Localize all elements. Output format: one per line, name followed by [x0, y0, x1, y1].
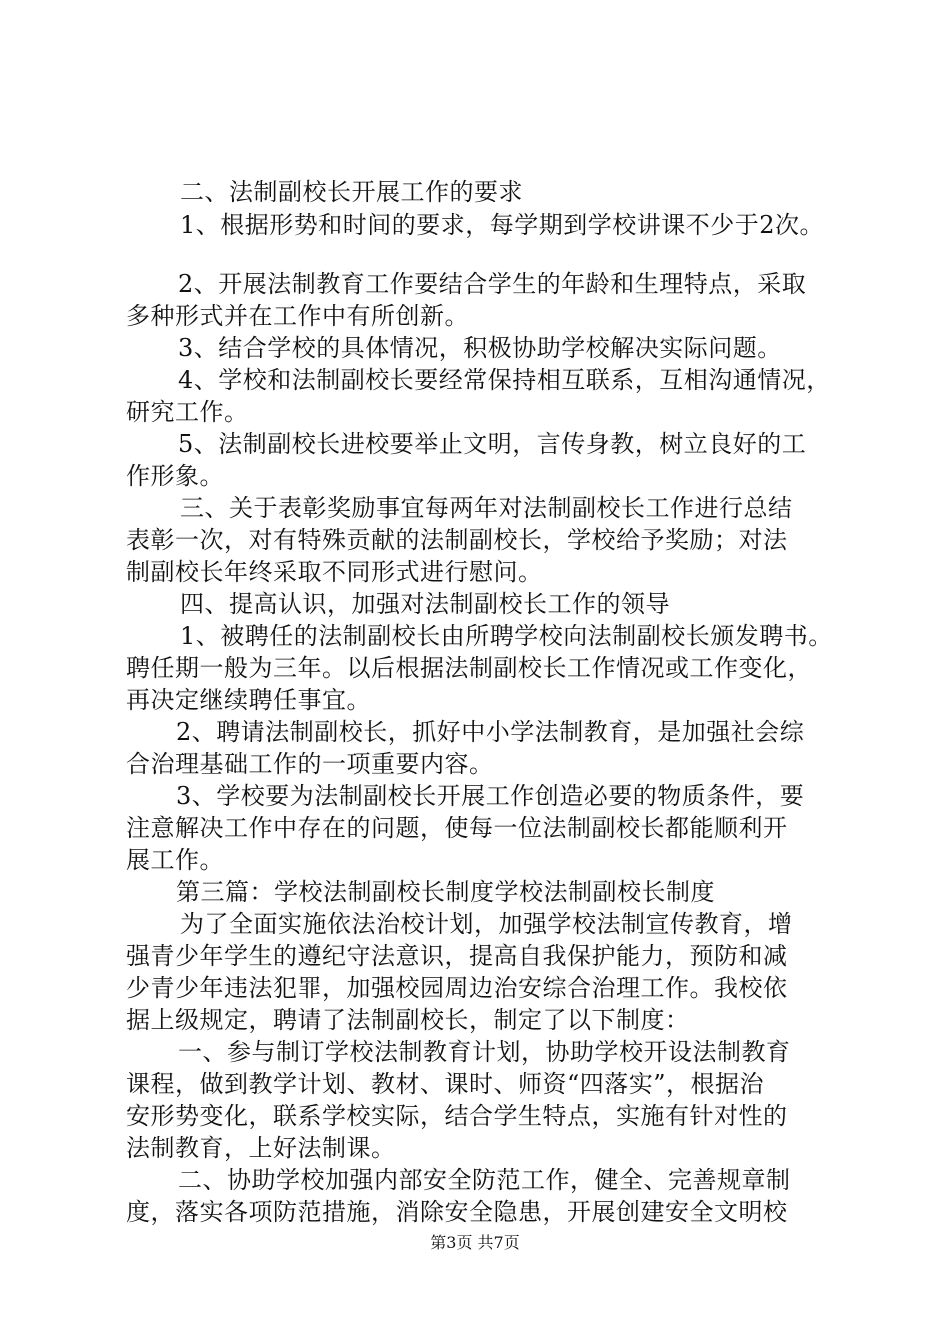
text-line: 一、参与制订学校法制教育计划，协助学校开设法制教育	[178, 1038, 791, 1066]
text-line: 2、聘请法制副校长，抓好中小学法制教育，是加强社会综	[176, 718, 805, 746]
text-line: 1、根据形势和时间的要求，每学期到学校讲课不少于2次。	[180, 211, 825, 239]
page-footer: 第3页 共7页	[430, 1233, 520, 1252]
text-line: 据上级规定，聘请了法制副校长，制定了以下制度：	[126, 1006, 690, 1034]
text-line: 研究工作。	[126, 398, 249, 426]
text-line: 少青少年违法犯罪，加强校园周边治安综合治理工作。我校依	[126, 974, 788, 1002]
text-line: 强青少年学生的遵纪守法意识，提高自我保护能力，预防和减	[126, 942, 788, 970]
text-line: 制副校长年终采取不同形式进行慰问。	[126, 558, 543, 586]
text-line: 三、关于表彰奖励事宜每两年对法制副校长工作进行总结	[180, 494, 793, 522]
text-line: 二、法制副校长开展工作的要求	[180, 178, 523, 206]
text-line: 安形势变化，联系学校实际，结合学生特点，实施有针对性的	[126, 1102, 788, 1130]
text-line: 多种形式并在工作中有所创新。	[126, 302, 469, 330]
text-line: 4、学校和法制副校长要经常保持相互联系，互相沟通情况，	[178, 366, 831, 394]
text-line: 3、学校要为法制副校长开展工作创造必要的物质条件，要	[176, 782, 805, 810]
text-line: 注意解决工作中存在的问题，使每一位法制副校长都能顺利开	[126, 814, 788, 842]
text-line: 合治理基础工作的一项重要内容。	[126, 750, 494, 778]
text-line: 课程，做到教学计划、教材、课时、师资“四落实”，根据治	[126, 1070, 765, 1098]
text-line: 第三篇：学校法制副校长制度学校法制副校长制度	[176, 878, 715, 906]
text-line: 聘任期一般为三年。以后根据法制副校长工作情况或工作变化，	[126, 654, 812, 682]
text-line: 作形象。	[126, 462, 224, 490]
text-line: 展工作。	[126, 846, 224, 874]
text-line: 度，落实各项防范措施，消除安全隐患，开展创建安全文明校	[126, 1198, 788, 1226]
text-line: 法制教育，上好法制课。	[126, 1134, 396, 1162]
text-line: 二、协助学校加强内部安全防范工作，健全、完善规章制	[178, 1166, 791, 1194]
text-line: 1、被聘任的法制副校长由所聘学校向法制副校长颁发聘书。	[180, 622, 833, 650]
text-line: 表彰一次，对有特殊贡献的法制副校长，学校给予奖励；对法	[126, 526, 788, 554]
text-line: 3、结合学校的具体情况，积极协助学校解决实际问题。	[178, 334, 782, 362]
text-line: 再决定继续聘任事宜。	[126, 686, 371, 714]
text-line: 5、法制副校长进校要举止文明，言传身教，树立良好的工	[178, 430, 807, 458]
text-line: 四、提高认识，加强对法制副校长工作的领导	[180, 590, 670, 618]
text-line: 为了全面实施依法治校计划，加强学校法制宣传教育，增	[180, 910, 793, 938]
text-line: 2、开展法制教育工作要结合学生的年龄和生理特点，采取	[178, 270, 807, 298]
